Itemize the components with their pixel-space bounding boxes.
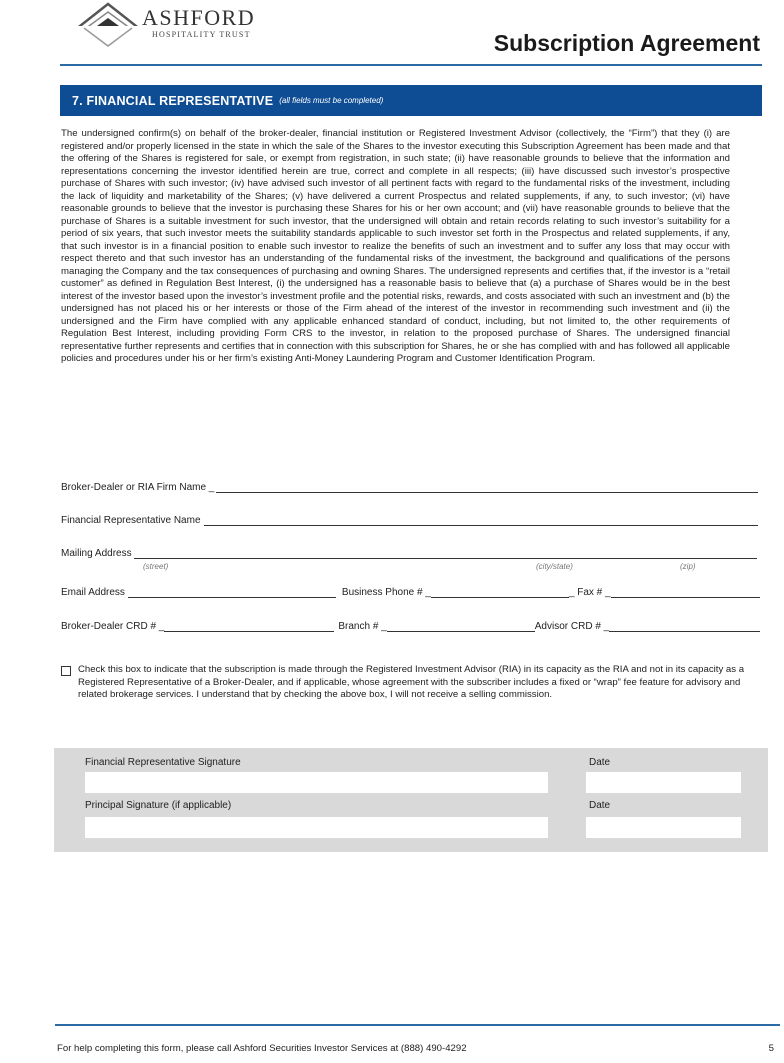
section-header (60, 85, 762, 116)
principal-signature-label: Principal Signature (if applicable) (85, 800, 232, 811)
page-number: 5 (768, 1043, 774, 1054)
crd-label: Broker-Dealer CRD # _ (61, 621, 165, 632)
ashford-logo-icon (78, 2, 138, 48)
date-label-1: Date (589, 757, 611, 768)
advisor-crd-label: Advisor CRD # _ (534, 621, 610, 632)
city-state-sublabel: (city/state) (536, 562, 573, 571)
crd-row (61, 619, 760, 632)
ria-checkbox[interactable] (61, 666, 71, 676)
date-label-2: Date (589, 800, 611, 811)
mailing-address-label: Mailing Address (61, 548, 132, 559)
email-label: Email Address (61, 587, 125, 598)
mailing-address-row (61, 546, 757, 559)
business-phone-label: Business Phone # _ (341, 587, 431, 598)
section-title: 7. FINANCIAL REPRESENTATIVE (72, 93, 274, 108)
rep-name-field[interactable] (204, 513, 758, 526)
date-field-1[interactable] (586, 772, 741, 793)
firm-name-label: Broker-Dealer or RIA Firm Name _ (61, 482, 215, 493)
rep-signature-field[interactable] (85, 772, 548, 793)
date-field-2[interactable] (586, 817, 741, 838)
signature-panel (54, 748, 768, 852)
footer-divider (55, 1024, 780, 1026)
brand-subtitle: HOSPITALITY TRUST (152, 30, 251, 39)
ria-checkbox-text: Check this box to indicate that the subscription is made through the Registered Investment Advisor (RIA) in its capacity as the RIA and not in its capacity as a Registered Representative of a Broker-Dealer, and if applicable, whose agreement with the subscriber includes a fixed or “wrap” fee feature for advisory and related brokerage services. I understand that by checking the above box, I will not receive a selling commission. (78, 664, 745, 700)
zip-sublabel: (zip) (680, 562, 696, 571)
branch-field[interactable] (387, 619, 535, 632)
fax-label: _ Fax # _ (568, 587, 611, 598)
contact-row (61, 585, 760, 598)
business-phone-field[interactable] (431, 585, 569, 598)
branch-label: Branch # _ (338, 621, 387, 632)
fax-field[interactable] (611, 585, 760, 598)
certification-text: The undersigned confirm(s) on behalf of the broker-dealer, financial institution or Registered Investment Advisor (collectively, the “Firm”) that they (i) are registered and/or properly licensed in the state in which the sale of the Shares to the investor executing this Subscription Agreement has been made and that the offering of the Shares is registered for sale, or exempt from registration, in such state; (ii) have reasonable grounds to believe that the information and representations concerning the investor identified herein are true, correct and complete in all respects; (iii) have discussed such investor’s prospective purchase of Shares with such investor; (iv) have advised such investor of all pertinent facts with regard to the fundamental risks of the investment, including the lack of liquidity and marketability of the Shares; (v) have delivered a current Prospectus and related supplements, if any, to such investor; (vi) have reasonable grounds to believe that the investor is purchasing these Shares for his or her own account; and (vii) have reasonable grounds to believe that the purchase of Shares is a suitable investment for such investor, that the undersigned will obtain and retain records relating to such investor’s suitability for a period of six years, that such investor meets the suitability standards applicable to such investor set forth in the Prospectus and related supplements, if any, that such investor is in a financial position to enable such investor to realize the benefits of such an investment and to suffer any loss that may occur with respect thereto and that such investor has an understanding of the fundamental risks of the investment, the background and qualifications of the persons managing the Company and the tax consequences of purchasing and owning Shares. The undersigned represents and certifies that, if the investor is a “retail customer” as defined in Regulation Best Interest, (i) the undersigned has a reasonable basis to believe that (a) a purchase of Shares would be in the best interest of the investor based upon the investor’s investment profile and the potential risks, rewards, and costs associated with such an investment and (b) the undersigned has not placed his or her interests or those of the Firm ahead of the interest of the investor in recommending such investment and (ii) the undersigned and the Firm have complied with any applicable enhanced standard of conduct, including, but not limited to, the other requirements of Regulation Best Interest, including providing Form CRS to the investor, in relation to the proposed purchase of Shares. The undersigned financial representative further represents and certifies that in connection with this subscription for Shares, he or she has complied with and has followed all applicable policies and procedures under his or her firm’s existing Anti-Money Laundering Program and Customer Identification Program. (61, 128, 730, 364)
advisor-crd-field[interactable] (609, 619, 760, 632)
brand (142, 6, 255, 40)
email-field[interactable] (128, 585, 336, 598)
street-sublabel: (street) (143, 562, 169, 571)
footer-help-text: For help completing this form, please call Ashford Securities Investor Services at (888) 490-4292 (57, 1043, 467, 1054)
firm-name-row (61, 480, 758, 493)
ria-checkbox-row (61, 664, 751, 702)
firm-name-field[interactable] (216, 480, 758, 493)
brand-name: ASHFORD (142, 5, 256, 30)
rep-name-row (61, 513, 758, 526)
mailing-address-field[interactable] (134, 546, 757, 559)
header-divider (60, 64, 762, 66)
principal-signature-field[interactable] (85, 817, 548, 838)
rep-signature-label: Financial Representative Signature (85, 757, 241, 768)
section-note: (all fields must be completed) (279, 96, 384, 105)
rep-name-label: Financial Representative Name (61, 515, 201, 526)
document-title: Subscription Agreement (493, 30, 760, 56)
crd-field[interactable] (164, 619, 334, 632)
